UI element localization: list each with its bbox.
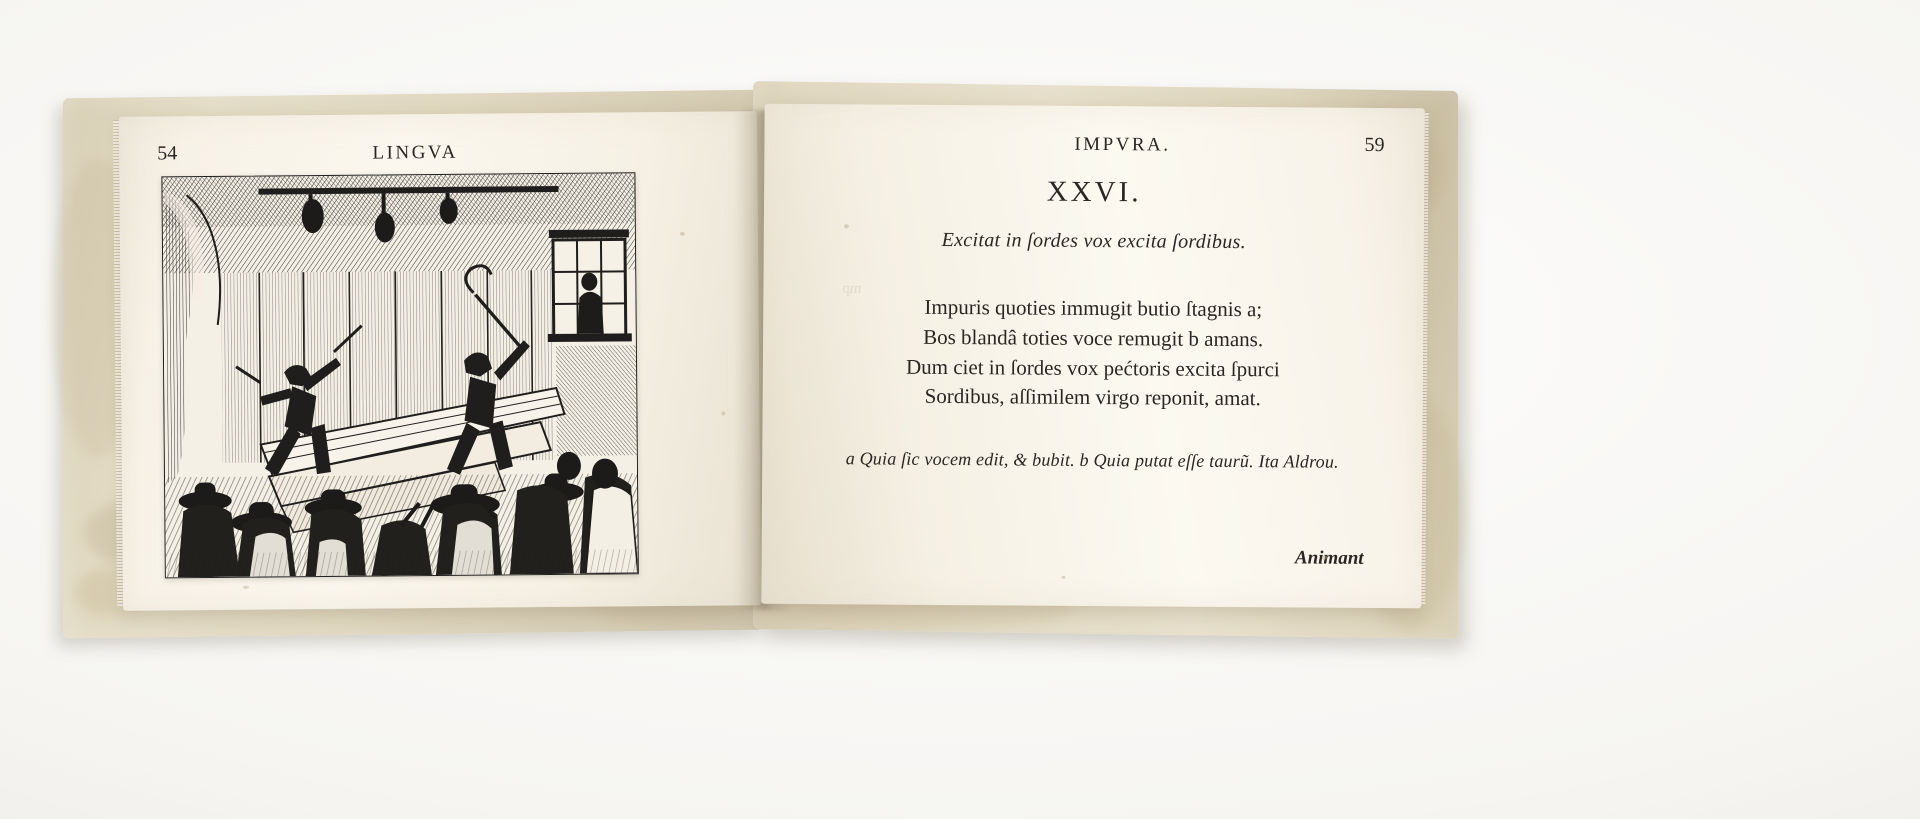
verse-line: Sordibus, aſſimilem virgo reponit, amat. — [924, 384, 1261, 411]
bleed-through-text: mp — [842, 280, 862, 298]
paper-foxing — [721, 412, 725, 416]
verse-line: Dum ciet in ſordes vox pećtoris excita ſpurci — [905, 354, 1280, 381]
paper-foxing — [844, 224, 849, 228]
paper-foxing — [243, 586, 249, 589]
running-head-left: LINGVA — [372, 141, 458, 164]
footnote-line: a Quia ſic vocem edit, & bubit. b Quia putat eſſe taurũ. Ita Aldrou. — [845, 448, 1339, 472]
paper-foxing — [1322, 556, 1328, 560]
verse-block — [763, 292, 1424, 416]
right-page-content — [761, 104, 1424, 609]
motto-line: Excitat in ſordes vox excita ſordibus. — [941, 228, 1247, 254]
catchword: Animant — [1294, 547, 1364, 569]
section-number: XXVI. — [1046, 175, 1142, 209]
left-page — [119, 111, 761, 611]
paper-foxing — [680, 232, 685, 236]
engraving-artwork — [162, 173, 637, 577]
open-book — [63, 80, 1458, 640]
left-page-content — [119, 111, 761, 611]
folio-number-left: 54 — [157, 142, 178, 165]
engraving-plate — [161, 172, 638, 578]
paper-foxing — [1061, 576, 1065, 579]
running-head-right: IMPVRA. — [1074, 133, 1171, 156]
verse-line: Bos blandâ toties voce remugit b amans. — [923, 324, 1264, 351]
verse-line: Impuris quoties immugit butio ſtagnis a; — [924, 294, 1263, 322]
right-page — [761, 104, 1424, 609]
folio-number-right: 59 — [1364, 133, 1385, 157]
